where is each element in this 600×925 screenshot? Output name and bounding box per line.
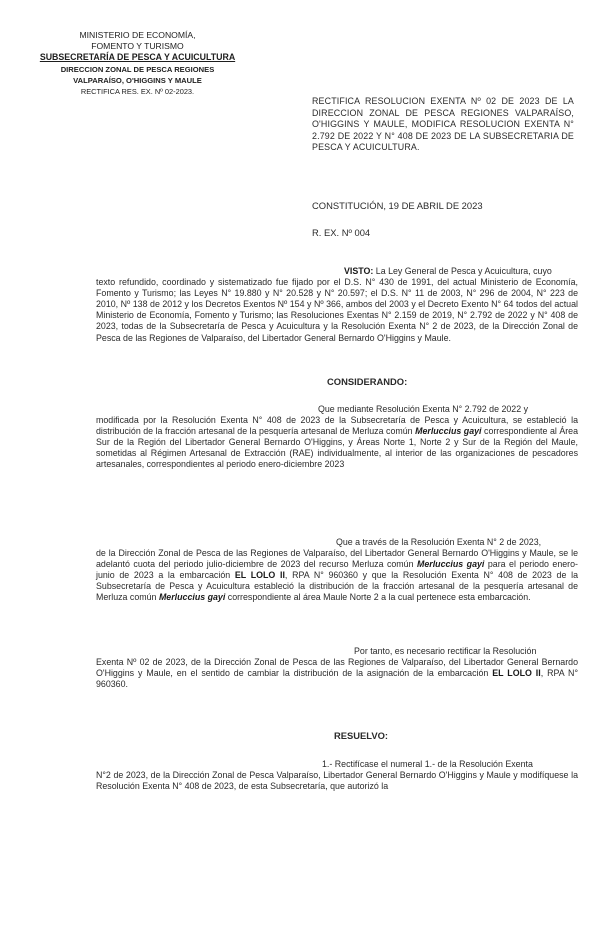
- considerando-1-first: Que mediante Resolución Exenta N° 2.792 de 2022 y: [318, 404, 529, 414]
- considerando-paragraph-2: [96, 537, 578, 604]
- visto-paragraph: [96, 266, 578, 344]
- considerando-3-text-b: , RPA N° 960360.: [96, 668, 578, 690]
- subject-block: RECTIFICA RESOLUCION EXENTA Nº 02 DE 2023 DE LA DIRECCION ZONAL DE PESCA REGIONES VALPARAÍSO, O'HIGGINS Y MAULE, MODIFICA RESOLUCION EXENTA N° 2.792 DE 2022 Y N° 408 DE 2023 DE LA SUBSECRETARIA DE PESCA Y ACUICULTURA.: [312, 96, 574, 153]
- visto-text-rest: texto refundido, coordinado y sistematizado fue fijado por el D.S. N° 430 de 1991, del actual Ministerio de Economía, Fomento y Turismo; las Leyes N° 19.880 y N° 20.528 y N° 20.597; el D.S. N° 11 de 2003, N° 296 de 2004, N° 223 de 2010, Nº 138 de 2012 y los Decretos Exentos Nº 154 y Nº 366, ambos del 2003 y el Decreto Exento N° 64 todos del actual Ministerio de Economía, Fomento y Turismo; las Resoluciones Exentas N° 2.159 de 2019, N° 2.792 de 2022 y N° 408 de 2023, todas de la Subsecretaría de Pesca y Acuicultura y la Resolución Exenta N° 2 de 2023, de la Dirección Zonal de Pesca de las Regiones de Valparaíso, del Libertador General Bernardo O'Higgins y Maule.: [96, 277, 578, 343]
- considerando-3-text-a: Exenta Nº 02 de 2023, de la Dirección Zonal de Pesca de las Regiones de Valparaíso, del Libertador General Bernardo O'Higgins y Maule, en el sentido de cambiar la distribución de la asignación de la embarcación: [96, 657, 578, 679]
- considerando-2-first: Que a través de la Resolución Exenta N° 2 de 2023,: [336, 537, 542, 547]
- resuelvo-heading: RESUELVO:: [334, 730, 388, 741]
- considerando-3-first: Por tanto, es necesario rectificar la Resolución: [354, 646, 537, 656]
- vessel-name: EL LOLO II: [234, 570, 285, 581]
- place-date: CONSTITUCIÓN, 19 DE ABRIL DE 2023: [312, 200, 483, 211]
- considerando-2-text-a: de la Dirección Zonal de Pesca de las Regiones de Valparaíso, del Libertador General Bernardo O'Higgins y Maule, se le adelantó cuota del periodo julio-diciembre de 2023 del recurso Merluza común: [96, 548, 578, 570]
- species-name: Merluccius gayi: [158, 592, 226, 603]
- visto-label: VISTO:: [344, 266, 374, 276]
- considerando-paragraph-3: [96, 646, 578, 690]
- zonal-regions: VALPARAÍSO, O'HIGGINS Y MAULE: [73, 75, 202, 85]
- resuelvo-text-rest: N°2 de 2023, de la Dirección Zonal de Pesca Valparaíso, Libertador General Bernardo O'Higgins y Maule y modifíquese la Resolución Exenta N° 408 de 2023, de esta Subsecretaría, que autorizó la: [96, 770, 578, 792]
- ministry-name: MINISTERIO DE ECONOMÍA,: [79, 30, 196, 40]
- vessel-name: EL LOLO II: [492, 668, 541, 679]
- considerando-heading: CONSIDERANDO:: [327, 376, 408, 387]
- resuelvo-paragraph: [96, 759, 578, 792]
- reference-line: RECTIFICA RES. EX. Nº 02-2023.: [80, 87, 195, 97]
- considerando-2-text-d: correspondiente al área Maule Norte 2 a la cual pertenece esta embarcación.: [227, 592, 531, 603]
- zonal-office: DIRECCION ZONAL DE PESCA REGIONES: [60, 64, 215, 74]
- considerando-2-text-b: para el periodo enero-junio de 2023 a la embarcación: [96, 559, 578, 581]
- ministry-name-cont: FOMENTO Y TURISMO: [91, 41, 184, 52]
- resolution-number: R. EX. Nº 004: [312, 227, 371, 238]
- species-name: Merluccius gayi: [417, 559, 485, 570]
- subsecretaria-name: SUBSECRETARÍA DE PESCA Y ACUICULTURA: [39, 52, 236, 63]
- letterhead: [30, 30, 245, 97]
- considerando-paragraph-1: [96, 404, 578, 471]
- resuelvo-first: 1.- Rectifícase el numeral 1.- de la Resolución Exenta: [322, 759, 533, 769]
- species-name: Merluccius gayi: [415, 426, 482, 437]
- considerando-1-text-b: correspondiente al Área Sur de la Región del Libertador General Bernardo O'Higgins, y Áreas Norte 1, Norte 2 y Sur de la Región del Maule, sometidas al Régimen Artesanal de Extracción (RAE) individualmente, al interior de las organizaciones de pescadores artesanales, correspondientes al periodo enero-diciembre 2023: [96, 426, 579, 470]
- considerando-2-text-c: , RPA N° 960360 y que la Resolución Exenta N° 408 de 2023 de la Subsecretaría de Pesca y Acuicultura estableció la distribución de la fracción artesanal de la pesquería artesanal de Merluza común: [96, 570, 578, 603]
- considerando-1-text-a: modificada por la Resolución Exenta N° 408 de 2023 de la Subsecretaría de Pesca y Acuicultura, se estableció la distribución de la fracción artesanal de la pesquería artesanal de Merluza común: [96, 415, 578, 437]
- visto-text-first: La Ley General de Pesca y Acuicultura, cuyo: [375, 266, 552, 276]
